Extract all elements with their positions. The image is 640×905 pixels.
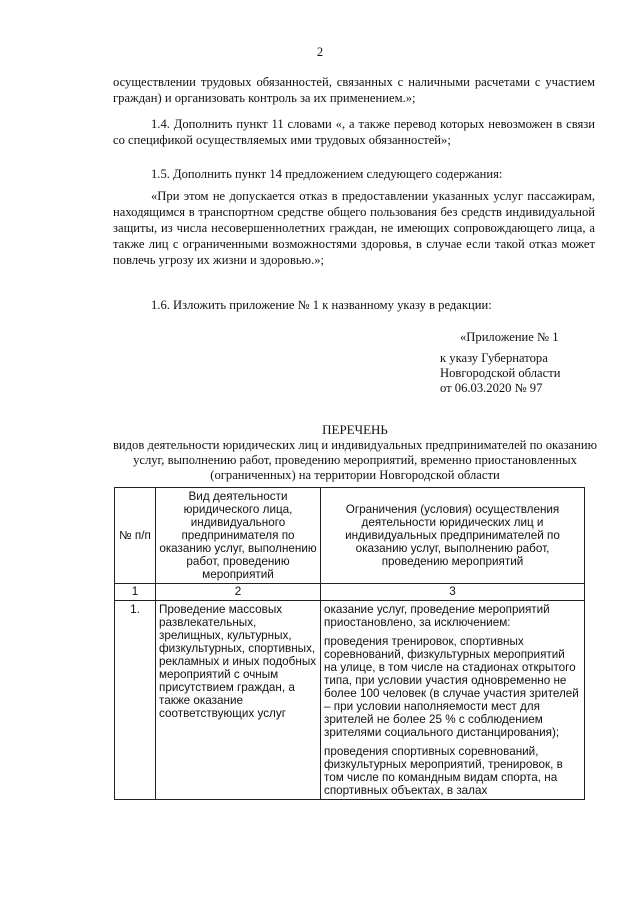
paragraph-item-1-4: 1.4. Дополнить пункт 11 словами «, а также перевод которых невозможен в связи со спецификой осуществляемых ими трудовых обязанностей»; <box>113 117 595 147</box>
table-header-row <box>115 488 585 584</box>
column-number-2: 2 <box>156 584 321 601</box>
appendix-line-1: «Приложение № 1 <box>460 330 559 344</box>
table-row <box>115 601 585 800</box>
activities-table <box>114 487 585 800</box>
table-column-numbers-row <box>115 584 585 601</box>
header-number: № п/п <box>115 488 156 584</box>
row-activity-type: Проведение массовых развлекательных, зрелищных, культурных, физкультурных, спортивных, рекламных и иных подобных мероприятий с очным присутствием граждан, а также оказание соответствующих услуг <box>156 601 321 800</box>
appendix-line-3: Новгородской области <box>440 366 561 380</box>
column-number-1: 1 <box>115 584 156 601</box>
paragraph-item-1-5: 1.5. Дополнить пункт 14 предложением следующего содержания: <box>151 167 503 181</box>
page-number: 2 <box>316 45 324 59</box>
appendix-line-2: к указу Губернатора <box>440 351 548 365</box>
paragraph-quote: «При этом не допускается отказ в предоставлении указанных услуг пассажирам, находящимся в транспортном средстве общего пользования без средств индивидуальной защиты, из числа несовершеннолетних граждан, не имеющих сопровождающего лица, а также лиц с ограниченными возможностями здоровья, в случае если такой отказ может повлечь угрозу их жизни и здоровью.»; <box>113 189 595 267</box>
row-restrictions <box>321 601 585 800</box>
column-number-3: 3 <box>321 584 585 601</box>
header-restrictions: Ограничения (условия) осуществления деятельности юридических лиц и индивидуальных предпринимателей по оказанию услуг, выполнению работ, проведению мероприятий <box>321 488 585 584</box>
appendix-line-4: от 06.03.2020 № 97 <box>440 381 543 395</box>
appendix-reference <box>440 330 610 396</box>
row-number: 1. <box>115 601 156 800</box>
paragraph-continuation: осуществлении трудовых обязанностей, связанных с наличными расчетами с участием граждан) и организовать контроль за их применением.»; <box>113 75 595 105</box>
restriction-text-2: проведения тренировок, спортивных соревнований, физкультурных мероприятий на улице, в том числе на стадионах открытого типа, при условии участия одновременно не более 100 человек (в случае участия зрителей – при условии наполняемости мест для зрителей не более 25 % с соблюдением зрителями социального дистанцирования); <box>324 635 579 739</box>
restriction-text-1: оказание услуг, проведение мероприятий приостановлено, за исключением: <box>324 603 550 629</box>
restriction-text-3: проведения спортивных соревнований, физкультурных мероприятий, тренировок, в том числе по командным видам спорта, на спортивных объектах, в залах <box>324 745 563 797</box>
list-title: ПЕРЕЧЕНЬ <box>322 422 388 437</box>
list-subtitle: видов деятельности юридических лиц и индивидуальных предпринимателей по оказанию услуг, выполнению работ, проведению мероприятий, временно приостановленных (ограниченных) на территории Новгородской области <box>112 438 598 482</box>
header-activity-type: Вид деятельности юридического лица, индивидуального предпринимателя по оказанию услуг, выполнению работ, проведению мероприятий <box>156 488 321 584</box>
paragraph-item-1-6: 1.6. Изложить приложение № 1 к названному указу в редакции: <box>151 298 492 312</box>
